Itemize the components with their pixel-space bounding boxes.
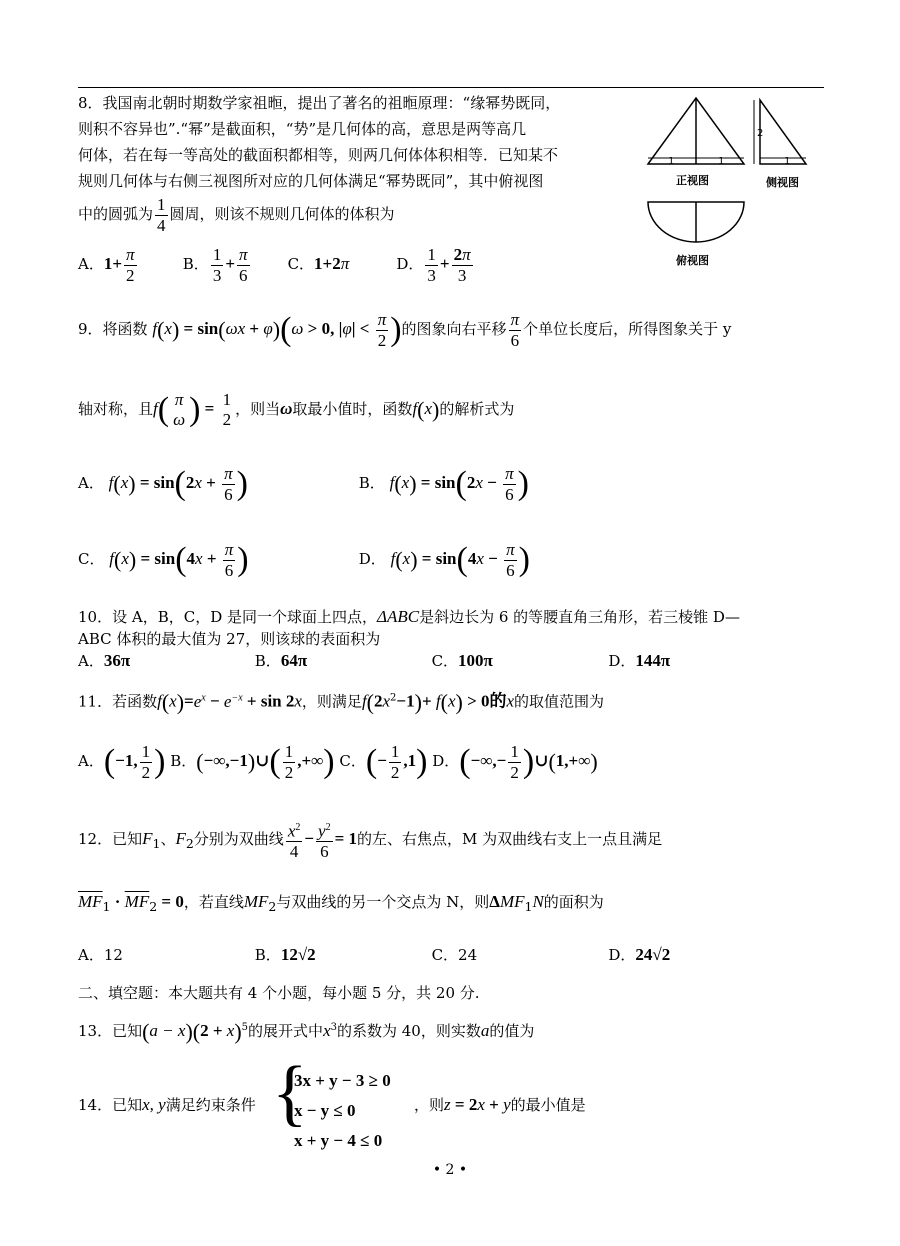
quarter-fraction: $\frac{1}{4}$ — [157, 194, 166, 235]
q8-line-1: 8．我国南北朝时期数学家祖暅，提出了著名的祖暅原理：“缘幂势既同， — [78, 94, 561, 112]
q10-line-2: ABC 体积的最大值为 27，则该球的表面积为 — [78, 630, 381, 648]
q9-option-b[interactable]: B． f(x) = sin(2x − $\frac{\pi}{6}$ ) — [358, 463, 529, 504]
q12-line-1: 12．已知$F_1$、$F_2$分别为双曲线 $\frac{x^2}{4}$ − $\frac{y^2}{6}$ = 1的左、右焦点，M 为双曲线右支上一点且满足 — [78, 814, 662, 869]
q12-option-a[interactable]: A．12 — [78, 946, 123, 964]
q10-options — [78, 650, 670, 672]
q12-option-b[interactable]: B．12√2 — [254, 945, 316, 964]
q11-option-b[interactable]: B．(−∞,−1)∪( $\frac{1}{2}$ ,+∞) — [170, 741, 335, 782]
side-view-label: 侧视图 — [766, 176, 799, 189]
side-view — [754, 100, 806, 189]
q9-option-a[interactable]: A． f(x) = sin(2x + $\frac{\pi}{6}$ ) — [78, 463, 248, 504]
three-view-figure — [640, 92, 820, 272]
q10-option-d[interactable]: D．144π — [608, 651, 671, 670]
q9-options-cd — [78, 534, 530, 585]
constraint-3: x + y − 4 ≤ 0 — [294, 1131, 383, 1150]
constraint-system — [294, 1066, 391, 1156]
constraint-1: 3x + y − 3 ≥ 0 — [294, 1071, 391, 1090]
constraint-2: x − y ≤ 0 — [294, 1101, 356, 1120]
front-view-label: 正视图 — [676, 174, 709, 187]
q8-line-5: 中的圆弧为 $\frac{1}{4}$ 圆周，则该不规则几何体的体积为 — [78, 194, 395, 235]
q12-option-c[interactable]: C．24 — [431, 946, 478, 964]
q11-option-c[interactable]: C．(− $\frac{1}{2}$ ,1) — [339, 741, 428, 782]
q8-options — [78, 244, 475, 286]
q14-objective: ，则z = 2x + y的最小值是 — [414, 1095, 586, 1114]
q9-line-1: 9．将函数 f(x) = sin(ωx + φ)(ω > 0, |φ| < $\frac{\pi}{2}$ )的图象向右平移 $\frac{\pi}{6}$ 个单位长度后，所得图象关于 y — [78, 309, 732, 350]
front-dim-left: 1 — [668, 156, 675, 167]
q8-option-a[interactable]: A．1+ $\frac{\pi}{2}$ — [78, 244, 135, 285]
q11-line-1: 11．若函数$f(x)=e^x - e^{-x} + \sin 2x$，则满足$f(2x^2-1)+ f(x) > 0$的x的取值范围为 — [78, 689, 605, 715]
side-dim-height: 2 — [757, 128, 764, 139]
q11-option-d[interactable]: D．(−∞,− $\frac{1}{2}$ )∪(1,+∞) — [432, 741, 598, 782]
q12-options — [78, 944, 670, 966]
q11-option-a[interactable]: A．(−1, $\frac{1}{2}$ ) — [78, 741, 166, 782]
q8-option-c[interactable]: C．1+2π — [287, 254, 350, 273]
side-dim-base: 1 — [784, 156, 791, 167]
q9-option-d[interactable]: D． f(x) = sin(4x − $\frac{\pi}{6}$ ) — [358, 539, 530, 580]
front-view — [648, 98, 744, 187]
q10-option-b[interactable]: B．64π — [254, 651, 308, 670]
top-view-label: 俯视图 — [676, 254, 709, 267]
q8-line-4: 规则几何体与右侧三视图所对应的几何体满足“幂势既同”，其中俯视图 — [78, 172, 544, 190]
q12-line-2: $\overline{MF}_1 \cdot \overline{MF}_2 = 0$，若直线$MF_2$与双曲线的另一个交点为 N，则$\Delta MF_1N$的面积为 — [78, 892, 604, 914]
q8-line-2: 则积不容异也”.“幂”是截面积，“势”是几何体的高，意思是两等高几 — [78, 120, 527, 138]
constraint-brace: { — [272, 1052, 308, 1134]
q10-line-1: 10．设 A，B，C，D 是同一个球面上四点，ΔABC是斜边长为 6 的等腰直角三角形，若三棱锥 D— — [78, 607, 740, 626]
q12-option-d[interactable]: D．24√2 — [608, 945, 671, 964]
q14-line: 14．已知x, y满足约束条件 — [78, 1095, 256, 1114]
front-dim-right: 1 — [718, 156, 725, 167]
q9-option-c[interactable]: C． f(x) = sin(4x + $\frac{\pi}{6}$ ) — [78, 539, 249, 580]
q8-option-d[interactable]: D． $\frac{1}{3}$ + $\frac{2\pi}{3}$ — [396, 244, 471, 285]
top-rule — [78, 87, 824, 88]
q9-line-2: 轴对称，且f( π ω ) = 1 2 ，则当ω取最小值时，函数f(x)的解析式为 — [78, 390, 515, 429]
q11-options — [78, 736, 598, 787]
q8-option-b[interactable]: B． $\frac{1}{3}$ + $\frac{\pi}{6}$ — [182, 244, 248, 285]
page-number: • 2 • — [432, 1162, 468, 1178]
q8-line-3: 何体，若在每一等高处的截面积都相等，则两几何体体积相等．已知某不 — [78, 146, 559, 164]
q13-line: 13．已知$(a - x)(2 + x)^5$的展开式中$x^3$的系数为 40，则实数a的值为 — [78, 1019, 535, 1044]
q10-option-a[interactable]: A．36π — [78, 651, 131, 670]
top-view — [648, 202, 744, 267]
q9-options-ab — [78, 458, 529, 509]
q10-option-c[interactable]: C．100π — [431, 651, 493, 670]
section-2-heading: 二、填空题：本大题共有 4 个小题，每小题 5 分，共 20 分. — [78, 984, 480, 1002]
